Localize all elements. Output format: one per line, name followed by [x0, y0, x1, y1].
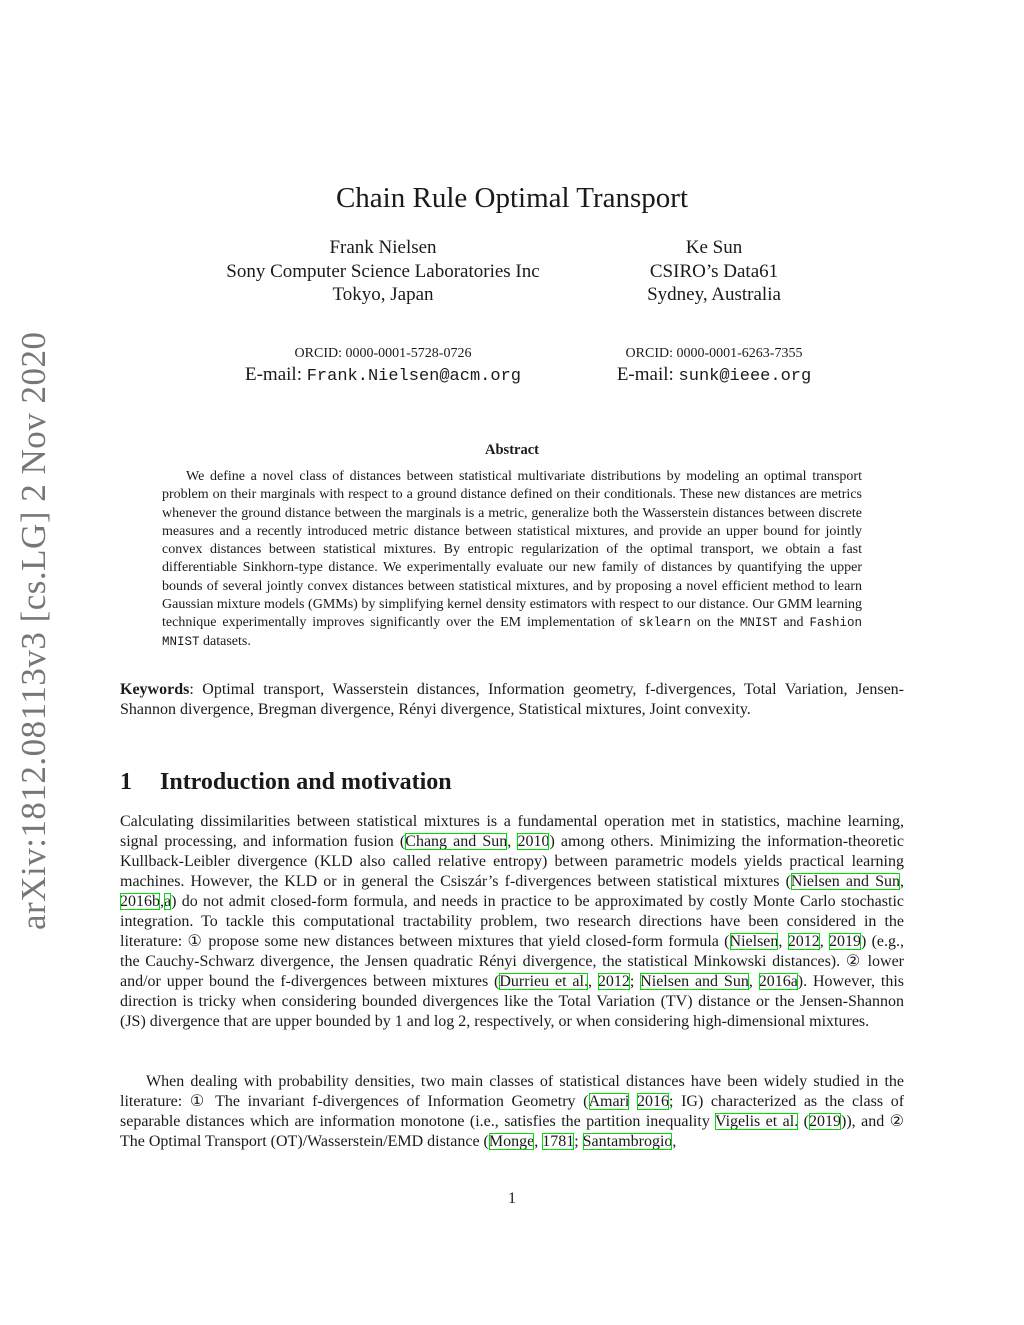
author-block-1	[190, 236, 576, 389]
keywords-label: Keywords	[120, 681, 190, 698]
body-text: ,	[900, 873, 905, 890]
citation-link[interactable]: Nielsen and Sun	[640, 973, 749, 990]
author-block-2	[598, 236, 830, 389]
citation-link[interactable]: a	[164, 893, 172, 910]
author-location: Sydney, Australia	[647, 284, 781, 305]
author-location: Tokyo, Japan	[332, 284, 434, 305]
email-label: E-mail:	[245, 363, 302, 385]
intro-paragraph-1	[120, 812, 904, 1032]
body-text	[629, 1093, 637, 1110]
author-email-line	[190, 363, 576, 389]
body-text: ,	[778, 933, 788, 950]
body-text: ,	[672, 1133, 677, 1150]
citation-link[interactable]: Nielsen	[729, 933, 779, 950]
author-affiliation: Sony Computer Science Laboratories Inc	[226, 260, 540, 282]
citation-link[interactable]: 2012	[787, 933, 820, 950]
body-text: ,	[819, 933, 829, 950]
email-address[interactable]: sunk@ieee.org	[678, 366, 812, 386]
code-mnist: MNIST	[739, 616, 778, 631]
section-heading	[120, 769, 452, 796]
author-orcid: ORCID: 0000-0001-5728-0726	[294, 345, 472, 361]
body-text: When dealing with probability densities, two main classes of statistical distances have been widely studied in the literature: ① The invariant f-divergences of Information Geometry (	[120, 1073, 904, 1110]
abstract-text: on the	[690, 615, 740, 631]
email-label: E-mail:	[616, 363, 674, 385]
citation-link[interactable]: 1781	[542, 1133, 575, 1150]
citation-link[interactable]: 2019	[809, 1113, 842, 1130]
body-text: ;	[629, 973, 641, 990]
citation-link[interactable]: Durrieu et al.	[499, 973, 588, 990]
body-text: ,	[587, 973, 598, 990]
body-text: ) (e.g., the Cauchy-Schwarz divergence, the Jensen quadratic Rényi divergence, the statistical Minkowski distances). ② lower and/or upper bound the f-divergences between mixtures (	[120, 933, 905, 990]
citation-link[interactable]: Nielsen and Sun	[790, 873, 901, 890]
citation-link[interactable]: Monge	[488, 1133, 535, 1150]
author-orcid: ORCID: 0000-0001-6263-7355	[625, 345, 803, 361]
section-number: 1	[120, 769, 132, 795]
abstract-text: datasets.	[199, 633, 251, 649]
author-name: Ke Sun	[685, 237, 743, 258]
citation-link[interactable]: 2016a	[758, 973, 798, 990]
citation-link[interactable]: Vigelis et al.	[714, 1113, 799, 1130]
citation-link[interactable]: 2012	[597, 973, 630, 990]
body-text: ) among others. Minimizing the information-theoretic Kullback-Leibler divergence (KLD also called relative entropy) between parametric models yields practical learning machines. However, the KLD or in general the Csiszár’s f-divergences between statistical mixtures (	[120, 833, 904, 890]
section-title: Introduction and motivation	[160, 769, 452, 795]
arxiv-identifier: arXiv:1812.08113v3 [cs.LG] 2 Nov 2020	[14, 331, 53, 930]
paper-title: Chain Rule Optimal Transport	[335, 182, 689, 214]
citation-link[interactable]: Santambrogio	[582, 1133, 673, 1150]
body-text: ,	[160, 893, 164, 910]
author-affiliation: CSIRO’s Data61	[649, 260, 779, 282]
abstract-heading: Abstract	[485, 442, 539, 458]
code-sklearn: sklearn	[638, 616, 691, 631]
body-text: Calculating dissimilarities between statistical mixtures is a fundamental operation met in statistics, machine learning, signal processing, and information fusion (	[120, 813, 904, 850]
body-text: ;	[574, 1133, 583, 1150]
body-text: ,	[507, 833, 518, 850]
abstract-text: We define a novel class of distances between statistical multivariate distributions by modeling an optimal transport problem on their marginals with respect to a ground distance defined on their conditionals. These new distances are metrics whenever the ground distance between the marginals is a metric, generalize both the Wasserstein distances between discrete measures and a recently introduced metric distance between statistical mixtures, and provide an upper bound for jointly convex distances between statistical mixtures. By entropic regularization of the optimal transport, we obtain a fast differentiable Sinkhorn-type distance. We experimentally evaluate our new family of distances by quantifying the upper bounds of several jointly convex distances between statistical mixtures, and by proposing a novel efficient method to learn Gaussian mixture models (GMMs) by simplifying kernel density estimators with respect to our distance. Our GMM learning technique experimentally improves significantly over the EM implementation of	[162, 469, 862, 631]
keywords	[120, 680, 904, 720]
body-text: )), and ② The Optimal Transport (OT)/Wasserstein/EMD distance (	[120, 1113, 905, 1150]
body-text: ). However, this direction is tricky when considering bounded divergences like the Total Variation (TV) distance or the Jensen-Shannon (JS) divergence that are upper bounded by 1 and log 2, respectively, or when considering high-dimensional mixtures.	[120, 973, 904, 1030]
keywords-text: : Optimal transport, Wasserstein distances, Information geometry, f-divergences, Total Variation, Jensen-Shannon divergence, Bregman divergence, Rényi divergence, Statistical mixtures, Joint convexity.	[120, 681, 904, 718]
author-name: Frank Nielsen	[329, 237, 437, 258]
code-fashion-mnist: Fashion MNIST	[162, 616, 862, 649]
body-text: ,	[748, 973, 759, 990]
author-email-line	[598, 363, 830, 389]
citation-link[interactable]: Amari	[588, 1093, 630, 1110]
body-text: ,	[534, 1133, 543, 1150]
abstract-text: and	[777, 615, 810, 631]
citation-link[interactable]: 2016b	[120, 893, 160, 910]
citation-link[interactable]: Chang and Sun	[405, 833, 508, 850]
citation-link[interactable]: 2019	[828, 933, 861, 950]
body-text: (	[798, 1113, 810, 1130]
body-text: ; IG) characterized as the class of separable distances which are information monotone (i.e., satisfies the partition inequality	[120, 1093, 905, 1130]
page-number: 1	[508, 1190, 516, 1207]
email-address[interactable]: Frank.Nielsen@acm.org	[306, 366, 521, 386]
abstract-body	[162, 468, 862, 651]
body-text: ) do not admit closed-form formula, and needs in practice to be approximated by costly Monte Carlo stochastic integration. To tackle this computational tractability problem, two research directions have been considered in the literature: ① propose some new distances between mixtures that yield closed-form formula (	[120, 893, 904, 950]
citation-link[interactable]: 2010	[517, 833, 550, 850]
citation-link[interactable]: 2016	[637, 1093, 670, 1110]
intro-paragraph-2	[120, 1072, 904, 1152]
